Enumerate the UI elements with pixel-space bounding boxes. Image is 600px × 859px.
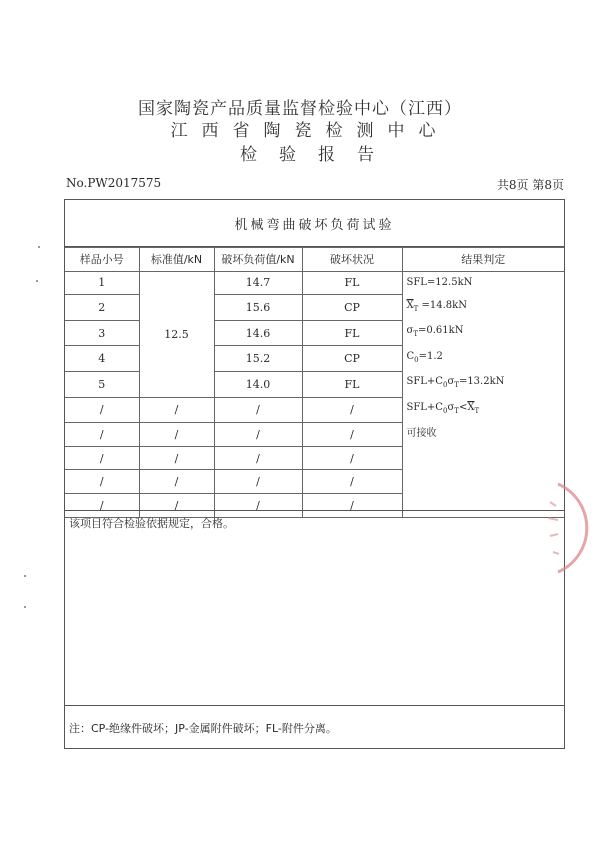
cell-load: / — [214, 470, 302, 494]
cell-sample-no: / — [65, 446, 139, 470]
cell-standard-value: / — [139, 470, 214, 494]
report-title: 检验报告 — [240, 145, 396, 165]
cell-load: 14.6 — [214, 320, 302, 346]
cell-load: / — [214, 397, 302, 423]
cell-sample-no: / — [65, 493, 139, 517]
cell-sample-no: 5 — [65, 371, 139, 397]
header-judgement: 结果判定 — [402, 248, 564, 272]
cell-standard-value: / — [139, 423, 214, 447]
judgement-comparison: $SFL+C_0\sigma_T<\overline{X}_T$ — [402, 397, 564, 423]
official-seal-icon — [520, 478, 590, 578]
cell-status: / — [302, 423, 402, 447]
report-frame — [64, 199, 565, 749]
table-row — [65, 397, 564, 423]
cell-load: / — [214, 446, 302, 470]
cell-sample-no: 4 — [65, 346, 139, 372]
cell-status: FL — [302, 320, 402, 346]
judgement-empty — [402, 446, 564, 470]
header-status: 破坏状况 — [302, 248, 402, 272]
cell-sample-no: 2 — [65, 295, 139, 321]
cell-load: / — [214, 493, 302, 517]
report-number: No.PW2017575 — [66, 176, 162, 190]
cell-sample-no: 3 — [65, 320, 139, 346]
table-row — [65, 446, 564, 470]
cell-load: 15.6 — [214, 295, 302, 321]
cell-standard-value: / — [139, 397, 214, 423]
cell-load: 14.0 — [214, 371, 302, 397]
cell-status: FL — [302, 271, 402, 295]
cell-load: 14.7 — [214, 271, 302, 295]
judgement-verdict: 可接收 — [402, 423, 564, 447]
cell-status: / — [302, 470, 402, 494]
cell-status: / — [302, 397, 402, 423]
cell-standard-value: / — [139, 446, 214, 470]
cell-sample-no: / — [65, 470, 139, 494]
table-row — [65, 470, 564, 494]
judgement-c0: $C_0=1.2$ — [402, 346, 564, 372]
cell-sample-no: / — [65, 397, 139, 423]
cell-status: FL — [302, 371, 402, 397]
header-load: 破坏负荷值/kN — [214, 248, 302, 272]
cell-status: / — [302, 446, 402, 470]
page-count: 共8页 第8页 — [496, 178, 564, 192]
cell-status: / — [302, 493, 402, 517]
center-name: 国家陶瓷产品质量监督检验中心（江西） — [138, 99, 462, 119]
header-sample-no: 样品小号 — [65, 248, 139, 272]
scan-speck — [36, 280, 38, 282]
scan-speck — [24, 575, 26, 577]
results-table — [65, 247, 564, 518]
cell-sample-no: / — [65, 423, 139, 447]
cell-status: CP — [302, 295, 402, 321]
cell-status: CP — [302, 346, 402, 372]
header-standard: 标准值/kN — [139, 248, 214, 272]
conclusion-text: 该项目符合检验依据规定，合格。 — [65, 510, 564, 705]
section-title: 机械弯曲破坏负荷试验 — [65, 200, 564, 247]
judgement-sigma: $\sigma_T=0.61kN$ — [402, 320, 564, 346]
judgement-calc: $SFL+C_0\sigma_T=13.2kN$ — [402, 371, 564, 397]
table-header-row — [65, 248, 564, 272]
cell-standard-value: / — [139, 493, 214, 517]
cell-standard-value: 12.5 — [139, 271, 214, 397]
cell-load: 15.2 — [214, 346, 302, 372]
cell-load: / — [214, 423, 302, 447]
cell-sample-no: 1 — [65, 271, 139, 295]
table-row — [65, 271, 564, 295]
judgement-mean: $\overline{X}_T =14.8kN$ — [402, 295, 564, 321]
judgement-sfl: SFL=12.5kN — [402, 271, 564, 295]
scan-speck — [38, 246, 40, 248]
table-row — [65, 423, 564, 447]
center-name-secondary: 江西省陶瓷检测中心 — [170, 121, 450, 141]
scan-speck — [24, 606, 26, 608]
footnote: 注：CP-绝缘件破坏；JP-金属附件破坏；FL-附件分离。 — [65, 705, 564, 749]
